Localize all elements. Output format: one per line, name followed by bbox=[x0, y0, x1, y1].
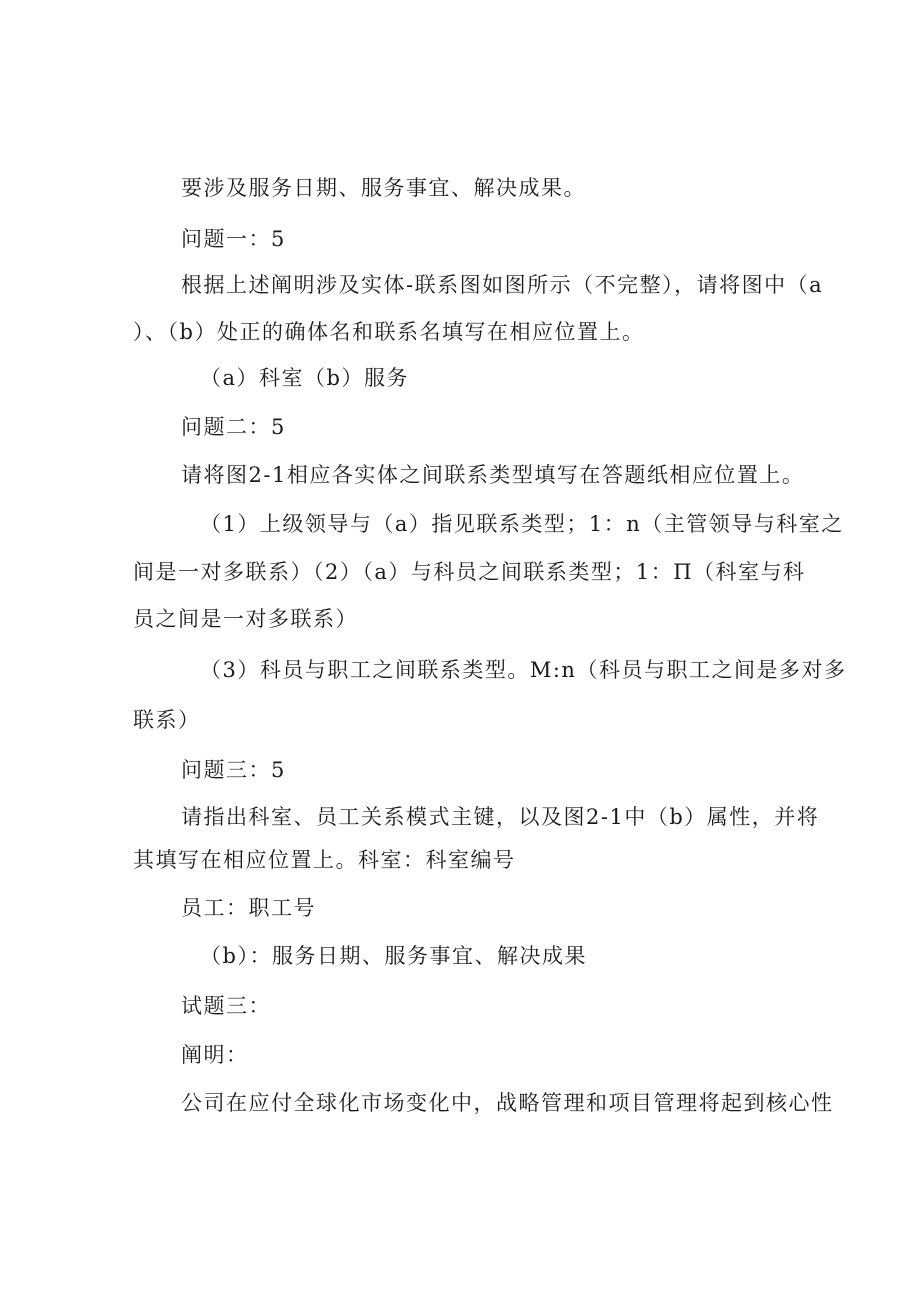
text-line: 其填写在相应位置上。科室：科室编号 bbox=[133, 848, 516, 872]
section-heading: 试题三： bbox=[181, 994, 271, 1018]
question-heading: 问题三：5 bbox=[181, 758, 286, 782]
text-line: ）、（b）处正的确体名和联系名填写在相应位置上。 bbox=[133, 320, 645, 344]
answer-line: （3）科员与职工之间联系类型。M:n（科员与职工之间是多对多 bbox=[200, 658, 847, 682]
question-heading: 问题二：5 bbox=[181, 415, 286, 439]
text-line: 请指出科室、员工关系模式主键，以及图2-1中（b）属性，并将 bbox=[181, 805, 820, 829]
text-line: 公司在应付全球化市场变化中，战略管理和项目管理将起到核心性 bbox=[181, 1091, 834, 1115]
section-heading: 阐明： bbox=[181, 1043, 249, 1067]
answer-line: 员工：职工号 bbox=[181, 896, 316, 920]
text-line: 要涉及服务日期、服务事宜、解决成果。 bbox=[181, 176, 586, 200]
text-line: 请将图2-1相应各实体之间联系类型填写在答题纸相应位置上。 bbox=[181, 463, 805, 487]
answer-line: （1）上级领导与（a）指见联系类型；1：n（主管领导与科室之 bbox=[200, 512, 844, 536]
answer-line: （b）：服务日期、服务事宜、解决成果 bbox=[200, 944, 587, 968]
answer-line: 间是一对多联系）（2）（a）与科员之间联系类型；1：Π（科室与科 bbox=[133, 560, 806, 584]
text-line: 根据上述阐明涉及实体-联系图如图所示（不完整），请将图中（a bbox=[181, 273, 824, 297]
answer-line: （a）科室（b）服务 bbox=[200, 366, 409, 390]
question-heading: 问题一：5 bbox=[181, 227, 286, 251]
answer-line: 员之间是一对多联系） bbox=[133, 607, 358, 631]
answer-line: 联系） bbox=[133, 708, 201, 732]
